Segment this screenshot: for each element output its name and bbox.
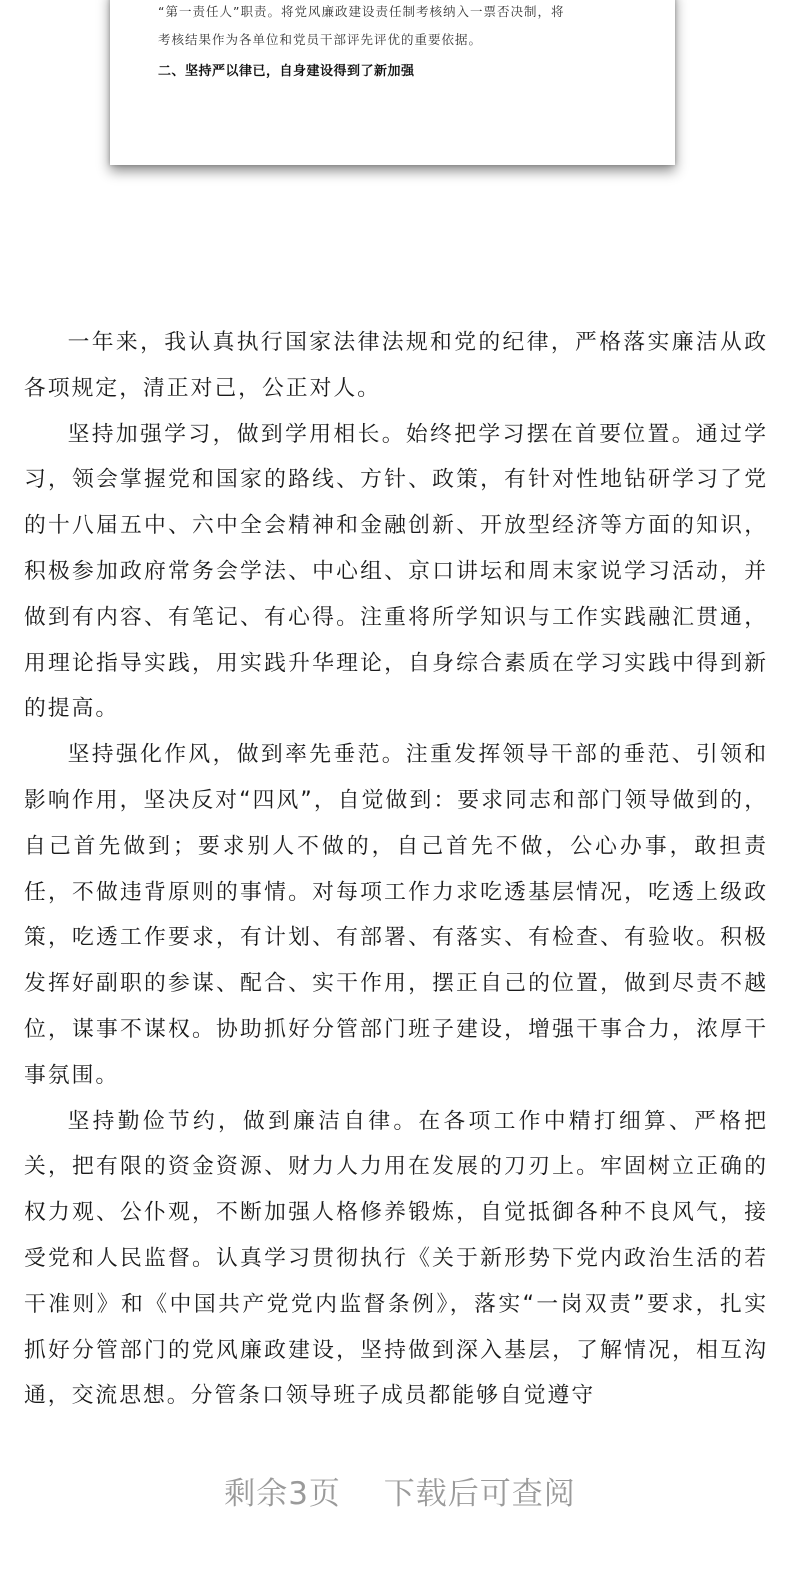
remaining-pages-label: 剩余3页	[224, 1476, 341, 1512]
body-paragraph: 坚持加强学习，做到学用相长。始终把学习摆在首要位置。通过学习，领会掌握党和国家的路线、方针、政策，有针对性地钻研学习了党的十八届五中、六中全会精神和金融创新、开放型经济等方面的知识，积极参加政府常务会学法、中心组、京口讲坛和周末家说学习活动，并做到有内容、有笔记、有心得。注重将所学知识与工作实践融汇贯通，用理论指导实践，用实践升华理论，自身综合素质在学习实践中得到新的提高。	[24, 421, 768, 722]
download-prompt[interactable]	[0, 1468, 800, 1513]
body-paragraph: 一年来，我认真执行国家法律法规和党的纪律，严格落实廉洁从政各项规定，清正对己，公正对人。	[24, 330, 768, 401]
document-preview-card	[110, 0, 675, 165]
document-body	[24, 320, 768, 1419]
body-paragraph: 坚持勤俭节约，做到廉洁自律。在各项工作中精打细算、严格把关，把有限的资金资源、财力人力用在发展的刀刃上。牢固树立正确的权力观、公仆观，不断加强人格修养锻炼，自觉抵御各种不良风气，接受党和人民监督。认真学习贯彻执行《关于新形势下党内政治生活的若干准则》和《中国共产党党内监督条例》，落实“一岗双责”要求，扎实抓好分管部门的党风廉政建设，坚持做到深入基层，了解情况，相互沟通，交流思想。分管条口领导班子成员都能够自觉遵守	[24, 1108, 768, 1409]
preview-text-line: “第一责任人”职责。将党风廉政建设责任制考核纳入一票否决制，将	[158, 4, 565, 19]
preview-section-heading: 二、坚持严以律已，自身建设得到了新加强	[158, 64, 415, 79]
preview-text-line: 考核结果作为各单位和党员干部评先评优的重要依据。	[158, 32, 483, 47]
download-to-view-label[interactable]: 下载后可查阅	[383, 1476, 576, 1512]
body-paragraph: 坚持强化作风，做到率先垂范。注重发挥领导干部的垂范、引领和影响作用，坚决反对“四风”，自觉做到：要求同志和部门领导做到的，自己首先做到；要求别人不做的，自己首先不做，公心办事，敢担责任，不做违背原则的事情。对每项工作力求吃透基层情况，吃透上级政策，吃透工作要求，有计划、有部署、有落实、有检查、有验收。积极发挥好副职的参谋、配合、实干作用，摆正自己的位置，做到尽责不越位，谋事不谋权。协助抓好分管部门班子建设，增强干事合力，浓厚干事氛围。	[24, 742, 768, 1088]
